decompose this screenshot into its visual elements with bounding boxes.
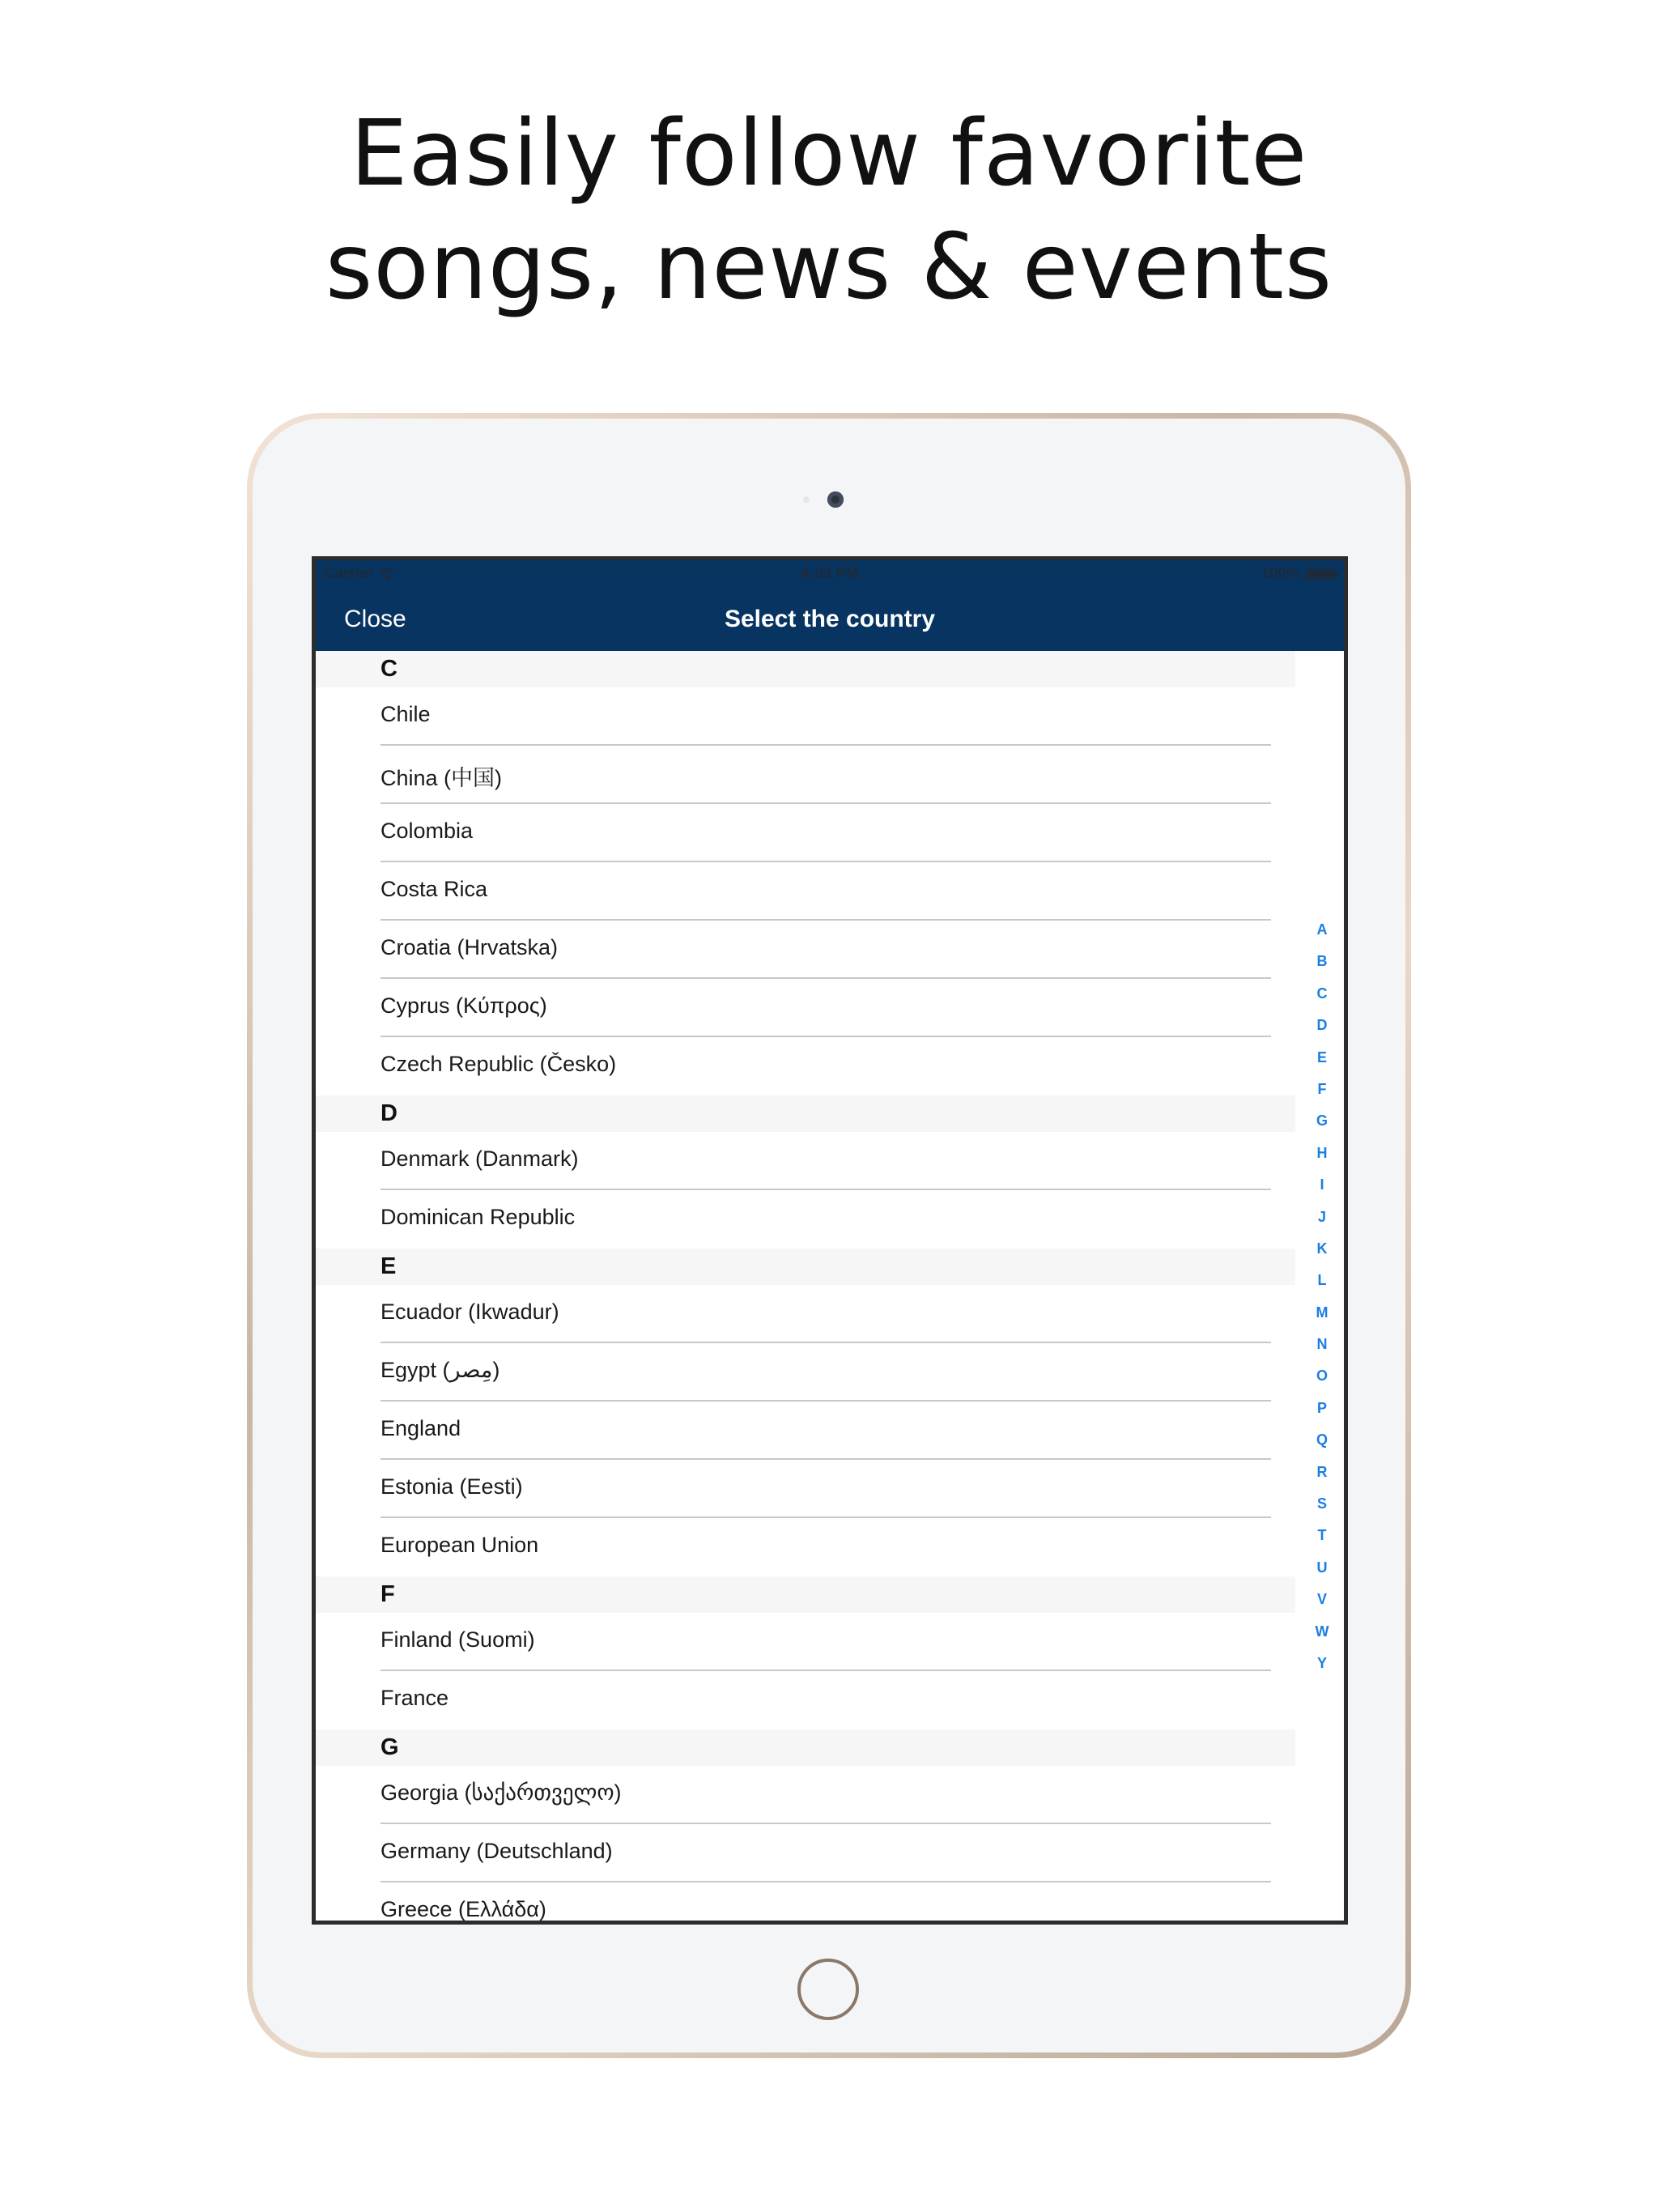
index-letter[interactable]: D <box>1316 1017 1328 1034</box>
country-name: European Union <box>380 1533 539 1557</box>
camera-icon <box>827 491 844 508</box>
list-item[interactable] <box>316 862 1295 921</box>
list-item[interactable] <box>316 1613 1295 1671</box>
list-item[interactable] <box>316 1132 1295 1190</box>
section-header-f: F <box>316 1576 1295 1613</box>
close-button[interactable]: Close <box>344 606 406 632</box>
country-name: Germany (Deutschland) <box>380 1839 613 1863</box>
index-letter[interactable]: A <box>1316 921 1328 938</box>
index-letter[interactable]: S <box>1316 1495 1327 1512</box>
country-name: France <box>380 1686 449 1710</box>
index-letter[interactable]: Y <box>1316 1654 1327 1671</box>
index-letter[interactable]: R <box>1316 1463 1328 1480</box>
section-header-d: D <box>316 1095 1295 1132</box>
ipad-screen <box>312 556 1348 1925</box>
headline-line-1: Easily follow favorite <box>350 101 1308 206</box>
app-screen <box>316 560 1344 1921</box>
list-item[interactable] <box>316 1671 1295 1729</box>
section-header-c: C <box>316 651 1295 687</box>
index-letter[interactable]: B <box>1316 953 1328 970</box>
index-letter[interactable]: P <box>1316 1399 1327 1416</box>
status-bar <box>316 560 1344 583</box>
country-name: England <box>380 1416 461 1440</box>
navigation-bar <box>316 560 1344 651</box>
country-name: Georgia (საქართველო) <box>380 1780 622 1805</box>
index-letter[interactable]: H <box>1316 1144 1328 1161</box>
status-time: 4:03 PM <box>801 565 859 582</box>
country-name: Egypt (مِصر) <box>380 1358 500 1382</box>
list-item[interactable] <box>316 804 1295 862</box>
index-letter[interactable]: G <box>1316 1112 1328 1129</box>
index-letter[interactable]: T <box>1317 1527 1327 1544</box>
list-item[interactable] <box>316 1882 1295 1921</box>
section-header-g: G <box>316 1729 1295 1766</box>
index-letter[interactable]: U <box>1316 1559 1328 1576</box>
list-item[interactable] <box>316 687 1295 746</box>
country-name: Greece (Ελλάδα) <box>380 1897 546 1921</box>
index-letter[interactable]: N <box>1316 1336 1328 1353</box>
index-letter[interactable]: E <box>1316 1049 1327 1066</box>
country-name: Estonia (Eesti) <box>380 1474 523 1499</box>
list-item[interactable] <box>316 1402 1295 1460</box>
carrier-label: Carrier <box>324 565 375 582</box>
index-letter[interactable]: K <box>1316 1240 1328 1257</box>
index-letter[interactable]: O <box>1316 1368 1328 1385</box>
battery-icon <box>1305 568 1336 580</box>
section-header-e: E <box>316 1249 1295 1285</box>
index-letter[interactable]: J <box>1317 1208 1326 1225</box>
country-name: Ecuador (Ikwadur) <box>380 1300 559 1324</box>
list-item[interactable] <box>316 1824 1295 1882</box>
index-letter[interactable]: I <box>1320 1176 1324 1193</box>
index-letter[interactable]: Q <box>1316 1431 1328 1448</box>
list-item[interactable] <box>316 1285 1295 1343</box>
country-name: Costa Rica <box>380 877 488 901</box>
light-sensor <box>803 496 810 503</box>
index-letter[interactable]: V <box>1316 1591 1327 1608</box>
headline <box>0 97 1658 324</box>
index-letter[interactable]: M <box>1316 1304 1329 1321</box>
list-item[interactable] <box>316 1460 1295 1518</box>
home-button[interactable] <box>797 1959 859 2020</box>
country-name: Croatia (Hrvatska) <box>380 935 559 959</box>
country-name: Cyprus (Κύπρος) <box>380 993 547 1018</box>
list-item[interactable] <box>316 746 1295 804</box>
list-item[interactable] <box>316 1518 1295 1576</box>
country-name: Dominican Republic <box>380 1205 576 1229</box>
country-name: Chile <box>380 702 431 726</box>
index-letter[interactable]: L <box>1317 1272 1327 1289</box>
country-name: China (中国) <box>380 766 503 790</box>
list-item[interactable] <box>316 979 1295 1037</box>
index-letter[interactable]: W <box>1315 1623 1329 1640</box>
list-item[interactable] <box>316 1037 1295 1095</box>
list-item[interactable] <box>316 1190 1295 1249</box>
battery-percent: 100% <box>1261 565 1300 582</box>
country-name: Colombia <box>380 819 474 843</box>
headline-line-2: songs, news & events <box>325 215 1333 320</box>
list-item[interactable] <box>316 1766 1295 1824</box>
list-item[interactable] <box>316 921 1295 979</box>
index-letter[interactable]: F <box>1317 1080 1327 1097</box>
status-battery <box>1261 565 1336 583</box>
country-list <box>316 651 1295 1921</box>
list-item[interactable] <box>316 1343 1295 1402</box>
index-letter[interactable]: C <box>1316 985 1328 1002</box>
country-name: Denmark (Danmark) <box>380 1146 579 1171</box>
country-name: Czech Republic (Česko) <box>380 1052 617 1076</box>
country-name: Finland (Suomi) <box>380 1627 535 1652</box>
page-title: Select the country <box>724 606 936 632</box>
section-index[interactable] <box>1310 914 1334 1679</box>
